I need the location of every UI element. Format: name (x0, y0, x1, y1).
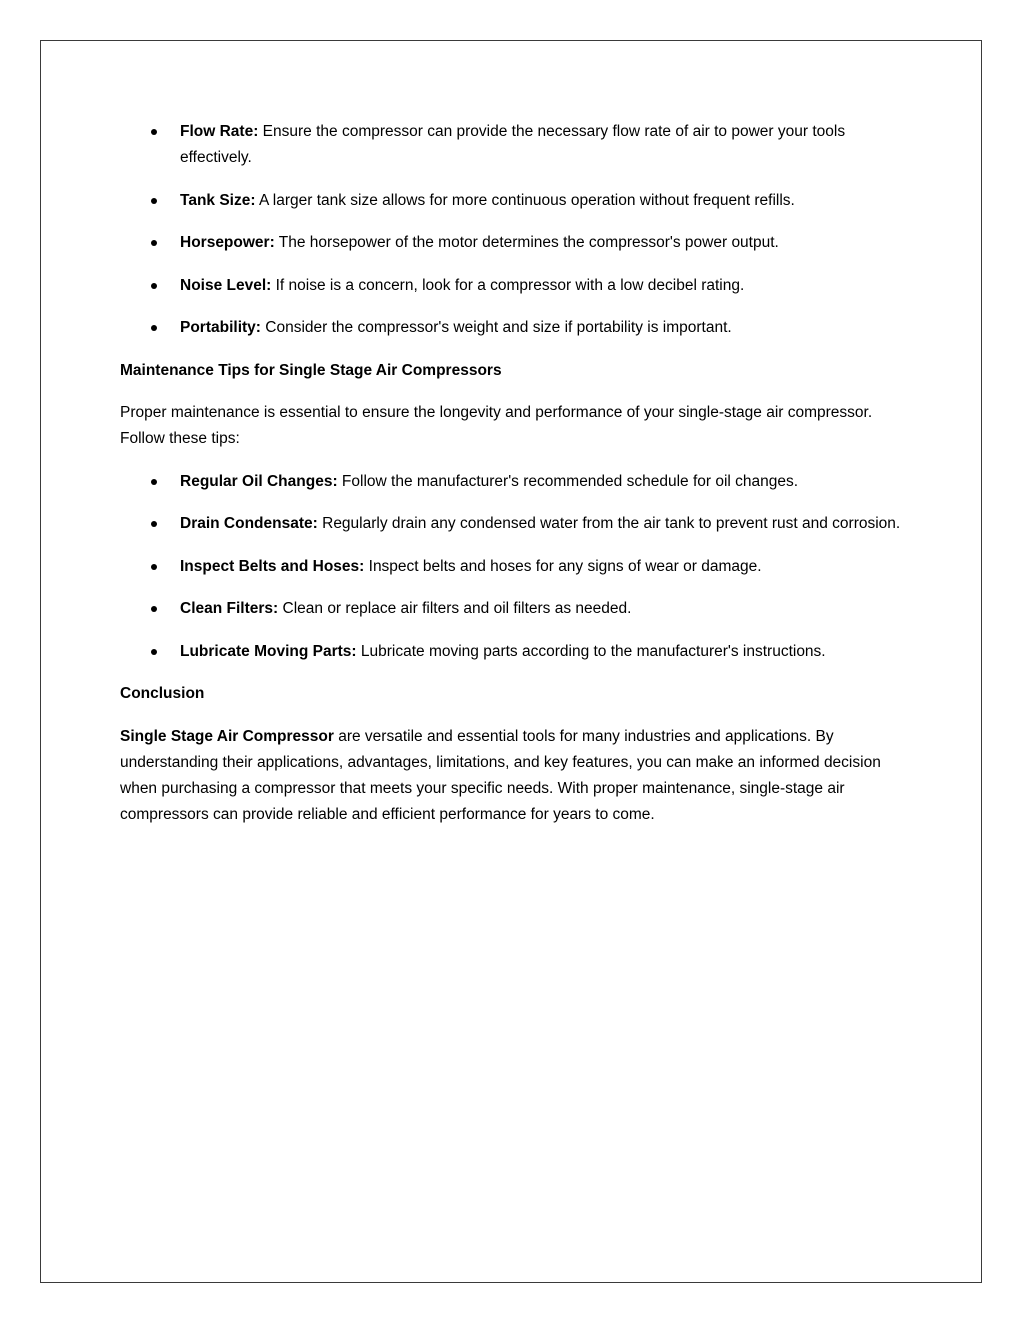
maintenance-heading: Maintenance Tips for Single Stage Air Compressors (120, 361, 502, 379)
list-item-text: Consider the compressor's weight and size if portability is important. (260, 319, 732, 336)
conclusion-heading: Conclusion (120, 685, 205, 702)
list-item-term: Drain Condensate: (180, 515, 318, 532)
bullet-icon (151, 606, 157, 612)
list-item-term: Inspect Belts and Hoses: (180, 557, 365, 575)
list-item-term: Horsepower: (180, 234, 275, 251)
bullet-icon (151, 240, 157, 246)
list-item (120, 511, 910, 537)
list-item-term: Lubricate Moving Parts: (180, 642, 357, 660)
list-item-text: Clean or replace air filters and oil filters as needed. (278, 600, 632, 617)
bullet-icon (151, 521, 157, 527)
bullet-icon (151, 129, 157, 135)
list-item (120, 230, 910, 256)
maintenance-intro: Proper maintenance is essential to ensure the longevity and performance of your single-stage air compressor. Follow these tips: (120, 404, 873, 447)
maintenance-tips-list (120, 469, 910, 665)
bullet-icon (151, 283, 157, 289)
list-item-text: Lubricate moving parts according to the manufacturer's instructions. (356, 642, 826, 660)
bullet-icon (151, 649, 157, 655)
bullet-icon (151, 564, 157, 570)
list-item-term: Clean Filters: (180, 600, 279, 617)
list-item-text: A larger tank size allows for more continuous operation without frequent refills. (255, 191, 795, 209)
list-item (120, 188, 910, 214)
bullet-icon (151, 198, 157, 204)
list-item-term: Tank Size: (180, 191, 256, 209)
bullet-icon (151, 325, 157, 331)
list-item-term: Flow Rate: (180, 123, 259, 140)
list-item (120, 596, 910, 622)
list-item-text: If noise is a concern, look for a compressor with a low decibel rating. (271, 276, 745, 294)
list-item (120, 639, 910, 665)
features-list (120, 119, 910, 341)
list-item-text: The horsepower of the motor determines the compressor's power output. (274, 234, 779, 251)
conclusion-paragraph (120, 724, 910, 828)
list-item-text: Regularly drain any condensed water from the air tank to prevent rust and corrosion. (317, 515, 901, 532)
list-item (120, 469, 910, 495)
list-item-text: Follow the manufacturer's recommended schedule for oil changes. (337, 472, 799, 490)
list-item-text: Inspect belts and hoses for any signs of wear or damage. (364, 557, 762, 575)
list-item (120, 273, 910, 299)
list-item (120, 554, 910, 580)
list-item (120, 119, 910, 171)
conclusion-body: are versatile and essential tools for many industries and applications. By understanding their applications, advantages, limitations, and key features, you can make an informed decision when purchasing a compressor that meets your specific needs. With proper maintenance, single-stage air compressors can provide reliable and efficient performance for years to come. (120, 727, 881, 823)
list-item-term: Regular Oil Changes: (180, 472, 338, 490)
list-item-term: Noise Level: (180, 276, 272, 294)
document-body (120, 119, 910, 844)
conclusion-lead: Single Stage Air Compressor (120, 727, 334, 745)
bullet-icon (151, 479, 157, 485)
list-item-text: Ensure the compressor can provide the necessary flow rate of air to power your tools effectively. (180, 123, 846, 166)
list-item (120, 315, 910, 341)
list-item-term: Portability: (180, 319, 261, 336)
